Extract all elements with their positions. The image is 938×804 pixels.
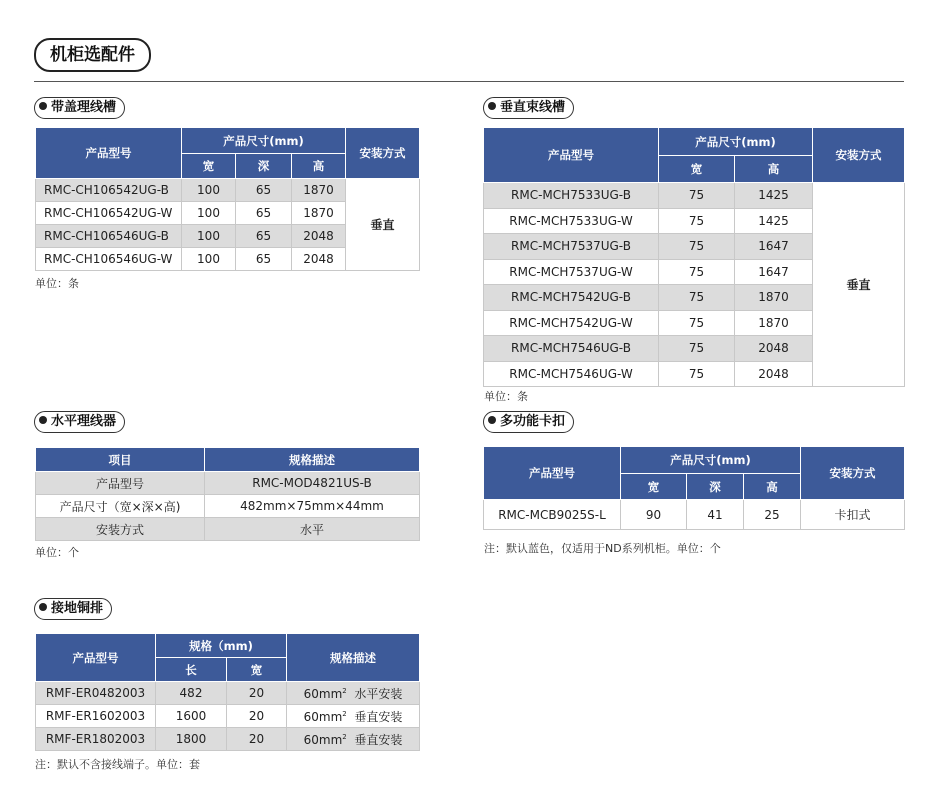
table-row: [36, 518, 420, 541]
cell-model: RMC-CH106542UG-W: [36, 202, 182, 225]
horizontal-manager-unit-note: 单位：个: [35, 546, 79, 559]
bullet-icon: [39, 102, 47, 110]
cable-tray-unit-note: 单位：条: [35, 277, 79, 290]
col-header-height: 高: [735, 156, 813, 183]
col-header-height: 高: [292, 154, 346, 179]
col-header-mount: 安装方式: [801, 447, 905, 500]
cell-desc: 482mm×75mm×44mm: [205, 495, 420, 518]
cell-model: RMC-MCH7542UG-B: [484, 285, 659, 311]
cell-width: 75: [659, 259, 735, 285]
col-header-width: 宽: [621, 474, 687, 500]
cell-width: 75: [659, 234, 735, 260]
table-row: [36, 728, 420, 751]
col-header-length: 长: [156, 658, 227, 682]
cell-desc: [287, 682, 420, 705]
col-header-spec: 规格（mm): [156, 634, 287, 658]
cell-length: 1600: [156, 705, 227, 728]
copper-bar-note: 注：默认不含接线端子。单位：套: [35, 758, 200, 771]
cell-width: 75: [659, 361, 735, 387]
cell-height: 1870: [735, 310, 813, 336]
col-header-width: 宽: [182, 154, 236, 179]
cell-model: RMC-MCH7533UG-W: [484, 208, 659, 234]
cell-model: RMF-ER0482003: [36, 682, 156, 705]
col-header-depth: 深: [236, 154, 292, 179]
cell-model: RMC-MCB9025S-L: [484, 500, 621, 530]
col-header-size: 产品尺寸(mm): [182, 128, 346, 154]
col-header-size: 产品尺寸(mm): [659, 128, 813, 156]
col-header-mount: 安装方式: [346, 128, 420, 179]
clip-note: 注：默认蓝色，仅适用于ND系列机柜。单位：个: [484, 542, 721, 555]
cell-height: 1870: [735, 285, 813, 311]
cell-area: 60mm: [303, 709, 343, 724]
col-header-model: 产品型号: [484, 128, 659, 183]
cell-model: RMC-MCH7542UG-W: [484, 310, 659, 336]
cable-tray-section-title: [34, 97, 125, 119]
copper-bar-title-text: 接地铜排: [51, 601, 104, 616]
cell-height: 1647: [735, 259, 813, 285]
cell-height: 25: [744, 500, 801, 530]
cell-model: RMC-MCH7546UG-B: [484, 336, 659, 362]
table-row: [36, 705, 420, 728]
cell-item: 产品型号: [36, 472, 205, 495]
table-row: [36, 682, 420, 705]
col-header-model: 产品型号: [484, 447, 621, 500]
cell-height: 2048: [292, 225, 346, 248]
cell-mount: 垂直安装: [354, 732, 403, 747]
cell-model: RMC-CH106546UG-B: [36, 225, 182, 248]
cell-width: 75: [659, 208, 735, 234]
table-row: [36, 179, 420, 202]
cell-model: RMC-MCH7533UG-B: [484, 183, 659, 209]
cell-model: RMC-MCH7537UG-B: [484, 234, 659, 260]
copper-bar-table: [35, 633, 420, 751]
col-header-size: 产品尺寸(mm): [621, 447, 801, 474]
cell-width: 20: [227, 705, 287, 728]
title-divider: [34, 81, 904, 82]
cell-model: RMF-ER1802003: [36, 728, 156, 751]
cell-depth: 65: [236, 225, 292, 248]
table-row: [484, 500, 905, 530]
cell-item: 安装方式: [36, 518, 205, 541]
bullet-icon: [39, 603, 47, 611]
cable-tray-title-text: 带盖理线槽: [51, 100, 117, 115]
cell-depth: 41: [687, 500, 744, 530]
bullet-icon: [39, 416, 47, 424]
cell-width: 20: [227, 682, 287, 705]
cell-desc: 水平: [205, 518, 420, 541]
cell-mount: 水平安装: [354, 686, 403, 701]
cell-area-sup: 2: [342, 732, 347, 741]
cell-width: 100: [182, 225, 236, 248]
cell-model: RMC-MCH7537UG-W: [484, 259, 659, 285]
col-header-height: 高: [744, 474, 801, 500]
clip-table: [483, 446, 905, 530]
clip-section-title: [483, 411, 574, 433]
cell-depth: 65: [236, 202, 292, 225]
table-row: [36, 472, 420, 495]
cell-width: 75: [659, 285, 735, 311]
cell-area: 60mm: [303, 686, 343, 701]
cell-height: 1870: [292, 179, 346, 202]
vertical-tray-table: [483, 127, 905, 387]
cell-height: 1425: [735, 208, 813, 234]
cell-model: RMC-MCH7546UG-W: [484, 361, 659, 387]
vertical-tray-unit-note: 单位：条: [484, 390, 528, 403]
clip-title-text: 多功能卡扣: [500, 414, 566, 429]
cell-width: 20: [227, 728, 287, 751]
cell-width: 100: [182, 248, 236, 271]
vertical-tray-section-title: [483, 97, 574, 119]
cell-model: RMC-CH106546UG-W: [36, 248, 182, 271]
horizontal-manager-section-title: [34, 411, 125, 433]
col-header-desc: 规格描述: [287, 634, 420, 682]
cell-height: 1647: [735, 234, 813, 260]
copper-bar-section-title: [34, 598, 112, 620]
col-header-desc: 规格描述: [205, 448, 420, 472]
cell-length: 1800: [156, 728, 227, 751]
col-header-model: 产品型号: [36, 128, 182, 179]
cell-height: 2048: [735, 361, 813, 387]
cell-width: 75: [659, 183, 735, 209]
page-title: 机柜选配件: [34, 38, 151, 72]
cell-desc: [287, 728, 420, 751]
cell-depth: 65: [236, 248, 292, 271]
col-header-item: 项目: [36, 448, 205, 472]
col-header-mount: 安装方式: [813, 128, 905, 183]
cell-model: RMF-ER1602003: [36, 705, 156, 728]
cell-mount: 卡扣式: [801, 500, 905, 530]
horizontal-manager-title-text: 水平理线器: [51, 414, 117, 429]
cell-desc: [287, 705, 420, 728]
col-header-depth: 深: [687, 474, 744, 500]
col-header-width: 宽: [227, 658, 287, 682]
cell-width: 75: [659, 336, 735, 362]
cell-model: RMC-CH106542UG-B: [36, 179, 182, 202]
cell-width: 75: [659, 310, 735, 336]
cable-tray-table: [35, 127, 420, 271]
horizontal-manager-table: [35, 447, 420, 541]
cell-width: 100: [182, 202, 236, 225]
cell-area: 60mm: [303, 732, 343, 747]
cell-mount: 垂直: [346, 179, 420, 271]
cell-height: 1425: [735, 183, 813, 209]
cell-width: 100: [182, 179, 236, 202]
cell-mount: 垂直: [813, 183, 905, 387]
bullet-icon: [488, 102, 496, 110]
cell-width: 90: [621, 500, 687, 530]
bullet-icon: [488, 416, 496, 424]
col-header-model: 产品型号: [36, 634, 156, 682]
cell-length: 482: [156, 682, 227, 705]
table-row: [36, 495, 420, 518]
col-header-width: 宽: [659, 156, 735, 183]
cell-area-sup: 2: [342, 709, 347, 718]
table-row: [484, 183, 905, 209]
cell-height: 2048: [735, 336, 813, 362]
cell-height: 2048: [292, 248, 346, 271]
cell-depth: 65: [236, 179, 292, 202]
vertical-tray-title-text: 垂直束线槽: [500, 100, 566, 115]
cell-area-sup: 2: [342, 686, 347, 695]
cell-mount: 垂直安装: [354, 709, 403, 724]
cell-desc: RMC-MOD4821US-B: [205, 472, 420, 495]
cell-item: 产品尺寸（宽×深×高): [36, 495, 205, 518]
cell-height: 1870: [292, 202, 346, 225]
